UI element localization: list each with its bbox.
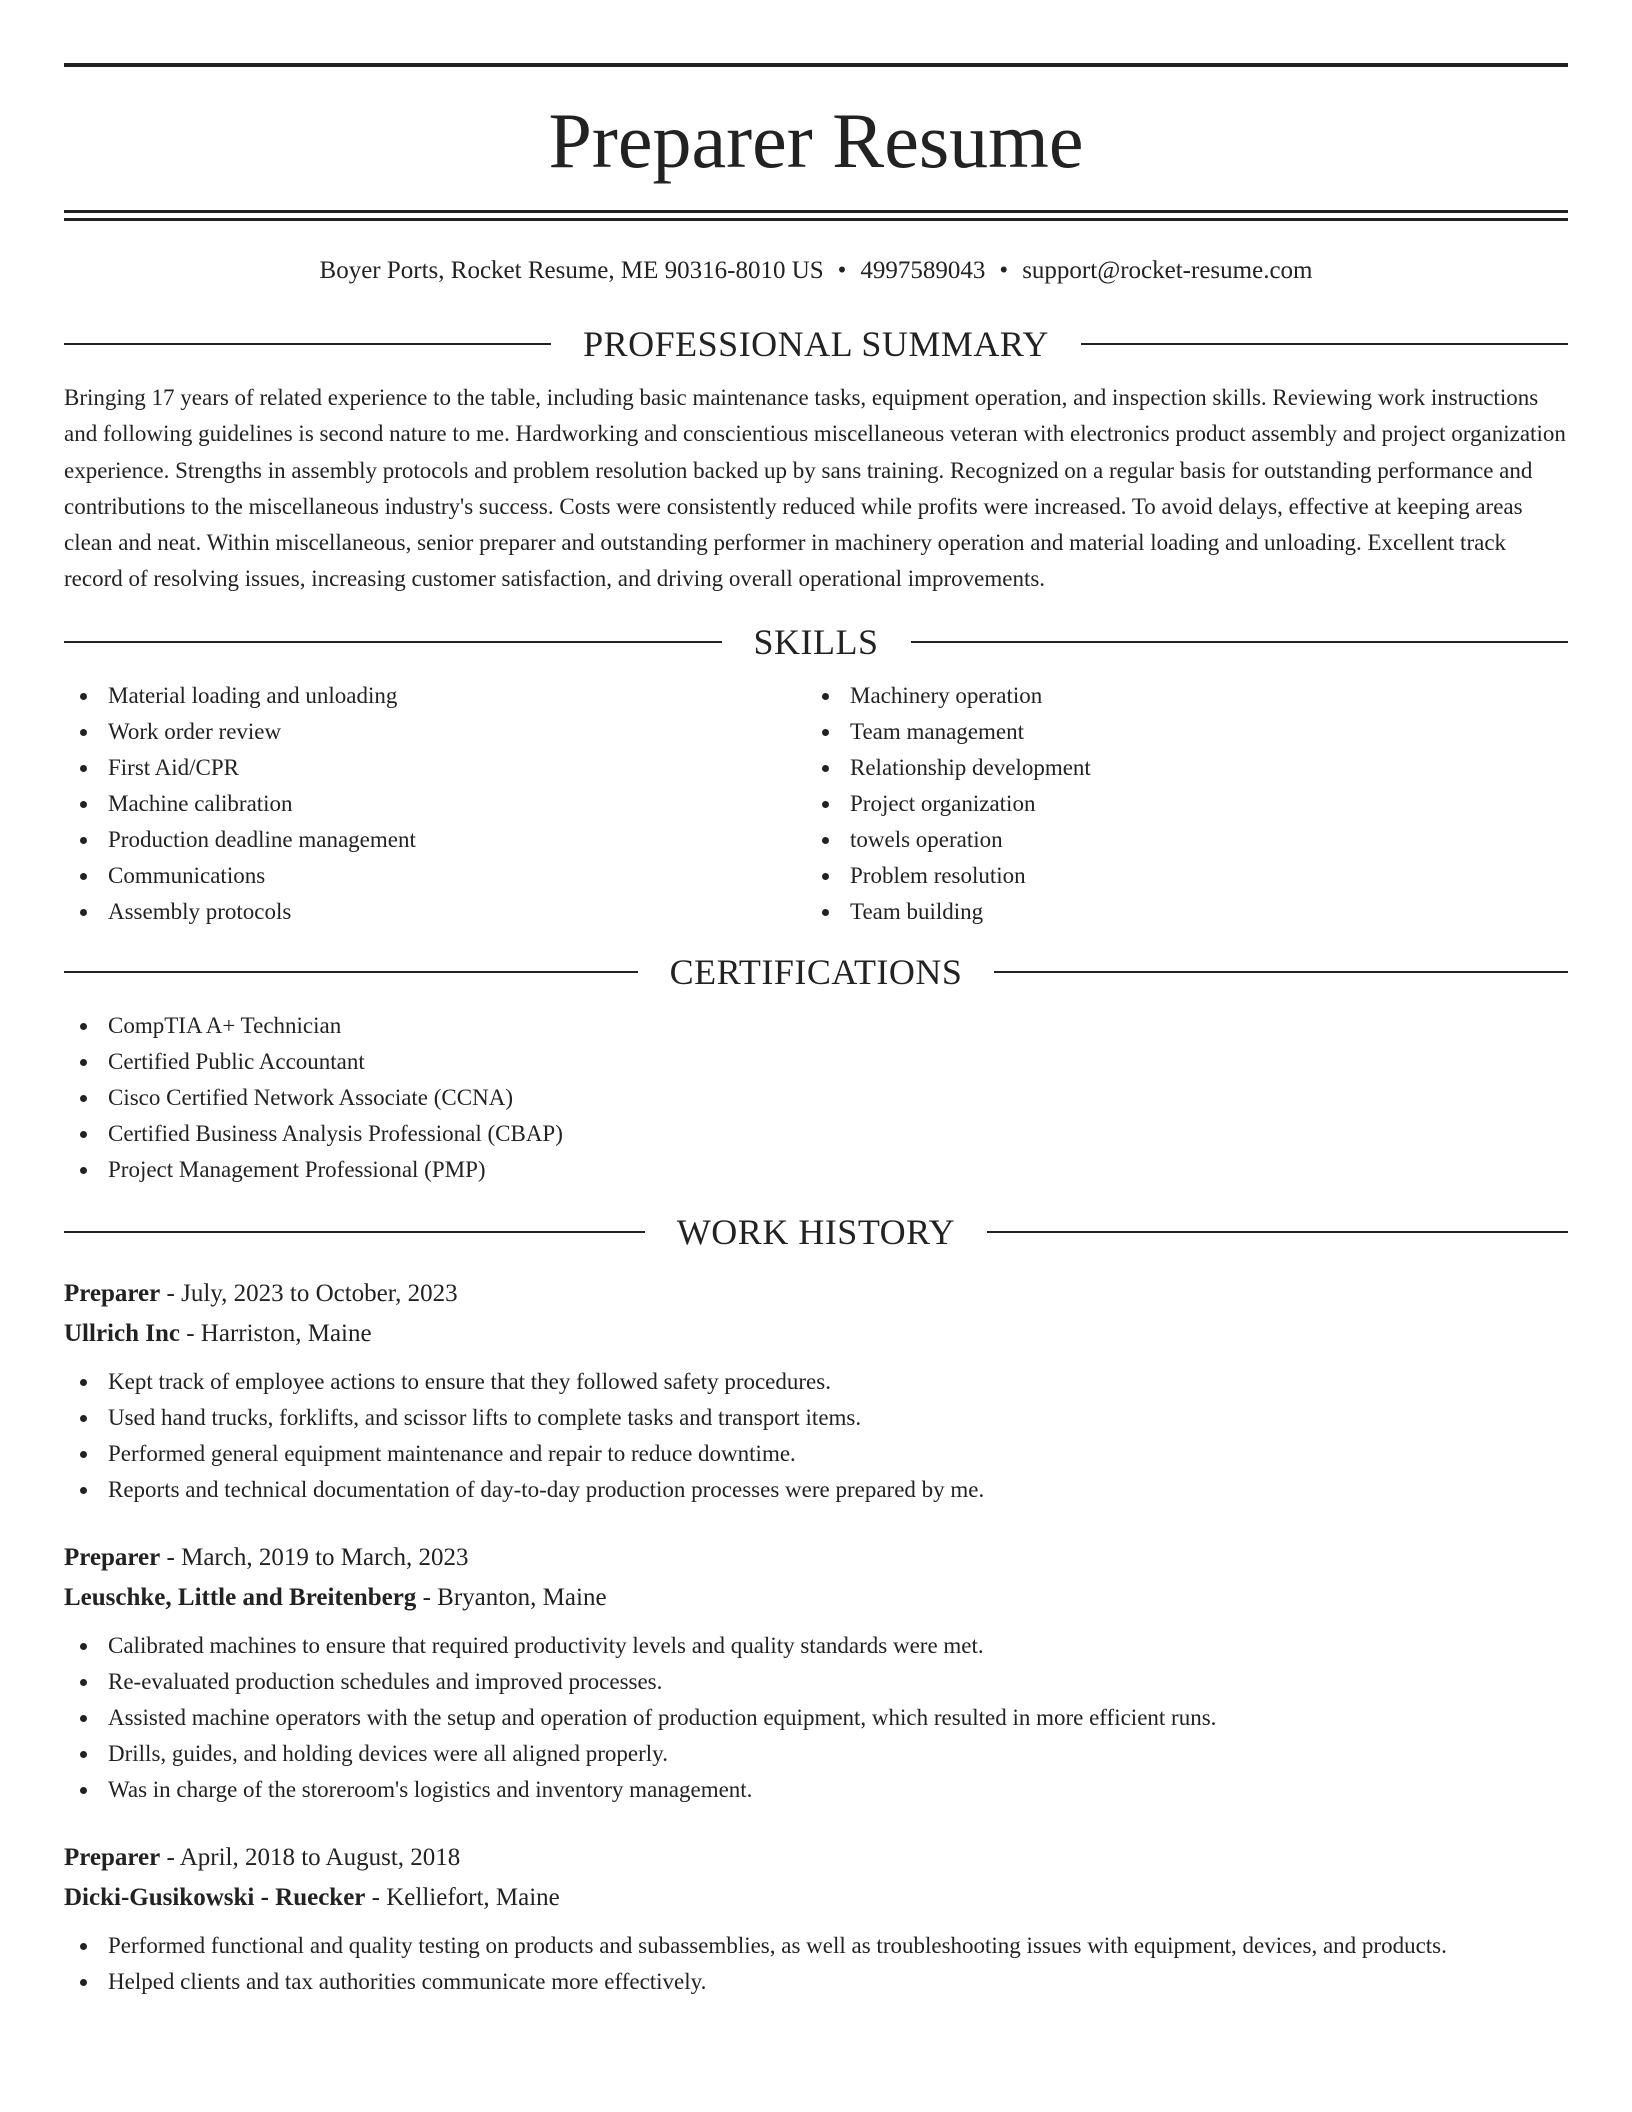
job-duties-list bbox=[64, 1364, 1568, 1508]
skill-item: Machine calibration bbox=[64, 786, 806, 822]
heading-rule bbox=[64, 641, 722, 643]
skills-heading-label: SKILLS bbox=[753, 621, 879, 662]
heading-rule bbox=[911, 641, 1569, 643]
job-duties-list bbox=[64, 1628, 1568, 1808]
job-duty-item: Helped clients and tax authorities communicate more effectively. bbox=[64, 1964, 1568, 2000]
job-duty-item: Was in charge of the storeroom's logistics and inventory management. bbox=[64, 1772, 1568, 1808]
skill-item: Team management bbox=[806, 714, 1548, 750]
job-dates: - July, 2023 to October, 2023 bbox=[160, 1279, 458, 1307]
skill-item: Relationship development bbox=[806, 750, 1548, 786]
skill-item: Production deadline management bbox=[64, 822, 806, 858]
certification-item: Certified Public Accountant bbox=[64, 1044, 1568, 1080]
heading-rule bbox=[64, 343, 551, 345]
job-company: Dicki-Gusikowski - Ruecker bbox=[64, 1883, 366, 1911]
contact-phone: 4997589043 bbox=[860, 257, 986, 284]
summary-heading-label: PROFESSIONAL SUMMARY bbox=[583, 324, 1049, 364]
job-company: Ullrich Inc bbox=[64, 1319, 180, 1347]
certifications-heading-label: CERTIFICATIONS bbox=[669, 951, 963, 992]
job-duties-list bbox=[64, 1928, 1568, 2000]
title-double-rule bbox=[64, 210, 1568, 221]
job-location: - Bryanton, Maine bbox=[416, 1583, 607, 1611]
skill-item: Problem resolution bbox=[806, 858, 1548, 894]
job-entry bbox=[64, 1538, 1568, 1808]
job-duty-item: Performed functional and quality testing on products and subassemblies, as well as troubleshooting issues with equipment, devices, and products. bbox=[64, 1928, 1568, 1964]
job-entry bbox=[64, 1274, 1568, 1508]
resume-page bbox=[64, 0, 1568, 2000]
skills-grid bbox=[64, 678, 1568, 930]
job-duty-item: Reports and technical documentation of day-to-day production processes were prepared by me. bbox=[64, 1472, 1568, 1508]
job-company-line bbox=[64, 1314, 1568, 1354]
summary-paragraph: Bringing 17 years of related experience to the table, including basic maintenance tasks, equipment operation, and inspection skills. Reviewing work instructions and following guidelines is second nature to me. Hardworking and conscientious miscellaneous veteran with electronics product assembly and project organization experience. Strengths in assembly protocols and problem resolution backed up by sans training. Recognized on a regular basis for outstanding performance and contributions to the miscellaneous industry's success. Costs were consistently reduced while profits were increased. To avoid delays, effective at keeping areas clean and neat. Within miscellaneous, senior preparer and outstanding performer in machinery operation and material loading and unloading. Excellent track record of resolving issues, increasing customer satisfaction, and driving overall operational improvements. bbox=[64, 385, 1566, 592]
skill-item: Machinery operation bbox=[806, 678, 1548, 714]
certifications-section-heading bbox=[64, 952, 1568, 992]
skills-right-column bbox=[806, 678, 1548, 930]
contact-line bbox=[64, 256, 1568, 286]
certifications-list bbox=[64, 1008, 1568, 1188]
job-company-line bbox=[64, 1578, 1568, 1618]
job-duty-item: Drills, guides, and holding devices were all aligned properly. bbox=[64, 1736, 1568, 1772]
job-title: Preparer bbox=[64, 1543, 161, 1571]
job-entry bbox=[64, 1838, 1568, 2000]
job-title-line bbox=[64, 1538, 1568, 1578]
job-title-line bbox=[64, 1838, 1568, 1878]
heading-rule bbox=[987, 1231, 1568, 1233]
heading-rule bbox=[1081, 343, 1568, 345]
skill-item: Assembly protocols bbox=[64, 894, 806, 930]
contact-separator: • bbox=[837, 257, 847, 284]
top-rule bbox=[64, 63, 1568, 67]
skill-item: Team building bbox=[806, 894, 1548, 930]
certification-item: Certified Business Analysis Professional (CBAP) bbox=[64, 1116, 1568, 1152]
skills-section-heading bbox=[64, 622, 1568, 662]
certification-item: Cisco Certified Network Associate (CCNA) bbox=[64, 1080, 1568, 1116]
certification-item: Project Management Professional (PMP) bbox=[64, 1152, 1568, 1188]
certification-item: CompTIA A+ Technician bbox=[64, 1008, 1568, 1044]
skill-item: First Aid/CPR bbox=[64, 750, 806, 786]
contact-separator: • bbox=[999, 257, 1009, 284]
contact-address: Boyer Ports, Rocket Resume, ME 90316-8010 US bbox=[319, 257, 824, 284]
skills-left-column bbox=[64, 678, 806, 930]
heading-rule bbox=[64, 1231, 645, 1233]
job-duty-item: Kept track of employee actions to ensure that they followed safety procedures. bbox=[64, 1364, 1568, 1400]
skill-item: towels operation bbox=[806, 822, 1548, 858]
skill-item: Communications bbox=[64, 858, 806, 894]
page-title: Preparer Resume bbox=[548, 97, 1084, 184]
job-title-line bbox=[64, 1274, 1568, 1314]
summary-section-heading bbox=[64, 324, 1568, 364]
job-duty-item: Assisted machine operators with the setup and operation of production equipment, which resulted in more efficient runs. bbox=[64, 1700, 1568, 1736]
job-company: Leuschke, Little and Breitenberg bbox=[64, 1583, 417, 1611]
work-history-heading-label: WORK HISTORY bbox=[676, 1211, 956, 1252]
job-dates: - April, 2018 to August, 2018 bbox=[160, 1843, 461, 1871]
job-duty-item: Re-evaluated production schedules and improved processes. bbox=[64, 1664, 1568, 1700]
heading-rule bbox=[994, 971, 1568, 973]
job-location: - Kelliefort, Maine bbox=[365, 1883, 560, 1911]
job-duty-item: Used hand trucks, forklifts, and scissor lifts to complete tasks and transport items. bbox=[64, 1400, 1568, 1436]
job-company-line bbox=[64, 1878, 1568, 1918]
skill-item: Work order review bbox=[64, 714, 806, 750]
job-location: - Harriston, Maine bbox=[179, 1319, 372, 1347]
skill-item: Material loading and unloading bbox=[64, 678, 806, 714]
job-dates: - March, 2019 to March, 2023 bbox=[160, 1543, 469, 1571]
contact-email: support@rocket-resume.com bbox=[1022, 257, 1313, 284]
job-duty-item: Calibrated machines to ensure that required productivity levels and quality standards were met. bbox=[64, 1628, 1568, 1664]
work-history-section-heading bbox=[64, 1212, 1568, 1252]
job-duty-item: Performed general equipment maintenance and repair to reduce downtime. bbox=[64, 1436, 1568, 1472]
job-title: Preparer bbox=[64, 1843, 161, 1871]
heading-rule bbox=[64, 971, 638, 973]
skill-item: Project organization bbox=[806, 786, 1548, 822]
job-title: Preparer bbox=[64, 1279, 161, 1307]
